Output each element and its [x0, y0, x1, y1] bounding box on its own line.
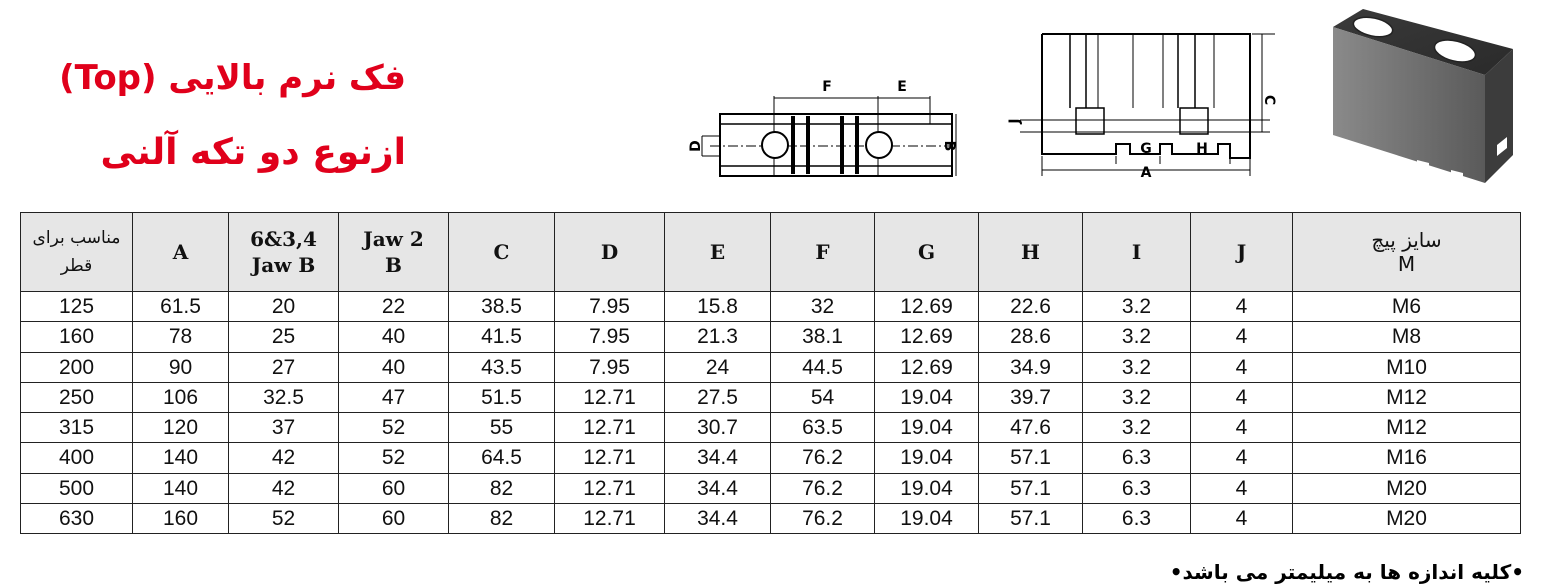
table-body — [21, 292, 1521, 534]
table-cell: M12 — [1293, 413, 1521, 443]
header-h — [979, 213, 1083, 292]
table-row — [21, 413, 1521, 443]
table-cell: 200 — [21, 352, 133, 382]
table-row — [21, 443, 1521, 473]
header-line: 6&3,4 — [250, 227, 317, 251]
header-line: A — [172, 240, 189, 264]
table-cell: 6.3 — [1083, 503, 1191, 533]
table-cell: 4 — [1191, 382, 1293, 412]
table-cell: 32.5 — [229, 382, 339, 412]
table-cell: 7.95 — [555, 352, 665, 382]
table-cell: 140 — [133, 473, 229, 503]
table-cell: 76.2 — [771, 473, 875, 503]
dim-label-f: F — [822, 79, 832, 95]
header-jaw-2-b — [339, 213, 449, 292]
dim-label-e: E — [897, 79, 907, 95]
table-cell: 3.2 — [1083, 292, 1191, 322]
dim-label-d: D — [688, 140, 704, 152]
table-cell: 12.71 — [555, 443, 665, 473]
header-c — [449, 213, 555, 292]
header-line: مناسب برای — [32, 228, 121, 248]
header-jaw-b-6-3-4 — [229, 213, 339, 292]
table-cell: 4 — [1191, 443, 1293, 473]
side-view-outline — [1042, 34, 1250, 158]
header-j — [1191, 213, 1293, 292]
table-cell: 63.5 — [771, 413, 875, 443]
table-cell: 47 — [339, 382, 449, 412]
header-line: I — [1131, 240, 1142, 264]
table-cell: 500 — [21, 473, 133, 503]
table-cell: 52 — [339, 443, 449, 473]
table-cell: 60 — [339, 473, 449, 503]
spec-table — [20, 212, 1521, 534]
table-cell: M16 — [1293, 443, 1521, 473]
table-row — [21, 292, 1521, 322]
table-cell: 6.3 — [1083, 443, 1191, 473]
table-cell: 28.6 — [979, 322, 1083, 352]
table-cell: 12.69 — [875, 292, 979, 322]
table-cell: 3.2 — [1083, 352, 1191, 382]
table-cell: 160 — [133, 503, 229, 533]
dim-label-g: G — [1140, 141, 1152, 157]
table-cell: 12.71 — [555, 382, 665, 412]
table-cell: 3.2 — [1083, 382, 1191, 412]
table-cell: 61.5 — [133, 292, 229, 322]
table-cell: 42 — [229, 443, 339, 473]
header-line: C — [493, 240, 510, 264]
dim-label-b: B — [941, 140, 957, 152]
table-cell: 19.04 — [875, 413, 979, 443]
header-screw-size — [1293, 213, 1521, 292]
bolt-hole-left — [762, 132, 788, 158]
table-cell: 51.5 — [449, 382, 555, 412]
header-f — [771, 213, 875, 292]
header-line: D — [600, 240, 619, 264]
header-line: F — [815, 240, 830, 264]
table-cell: 4 — [1191, 352, 1293, 382]
header-line: J — [1236, 240, 1247, 264]
table-cell: M6 — [1293, 292, 1521, 322]
header-line: B — [385, 253, 402, 277]
table-cell: 4 — [1191, 503, 1293, 533]
table-cell: 21.3 — [665, 322, 771, 352]
table-cell: 4 — [1191, 413, 1293, 443]
table-cell: 400 — [21, 443, 133, 473]
table-cell: 12.71 — [555, 503, 665, 533]
table-cell: 52 — [229, 503, 339, 533]
header-line: H — [1021, 240, 1040, 264]
table-row — [21, 322, 1521, 352]
table-cell: 25 — [229, 322, 339, 352]
table-cell: 160 — [21, 322, 133, 352]
table-cell: 22 — [339, 292, 449, 322]
table-cell: 76.2 — [771, 443, 875, 473]
table-cell: 22.6 — [979, 292, 1083, 322]
table-cell: 4 — [1191, 292, 1293, 322]
title-line-1: فک نرم بالایی (Top) — [59, 58, 406, 98]
header-line: E — [709, 240, 726, 264]
table-cell: 19.04 — [875, 443, 979, 473]
table-cell: 55 — [449, 413, 555, 443]
soft-jaw-photo — [1325, 5, 1525, 190]
table-cell: 39.7 — [979, 382, 1083, 412]
table-cell: 12.71 — [555, 413, 665, 443]
table-cell: 40 — [339, 322, 449, 352]
table-cell: 32 — [771, 292, 875, 322]
table-cell: 27.5 — [665, 382, 771, 412]
header-line: Jaw 2 — [363, 227, 424, 251]
table-cell: M8 — [1293, 322, 1521, 352]
table-row — [21, 503, 1521, 533]
table-cell: 125 — [21, 292, 133, 322]
header-line: قطر — [60, 256, 93, 276]
table-cell: 7.95 — [555, 322, 665, 352]
table-cell: 20 — [229, 292, 339, 322]
table-cell: 250 — [21, 382, 133, 412]
table-cell: 47.6 — [979, 413, 1083, 443]
table-cell: 34.9 — [979, 352, 1083, 382]
table-cell: 82 — [449, 473, 555, 503]
top-view-drawing — [690, 76, 960, 181]
side-view-drawing — [1000, 20, 1280, 180]
table-cell: 27 — [229, 352, 339, 382]
table-cell: 315 — [21, 413, 133, 443]
table-cell: 3.2 — [1083, 413, 1191, 443]
table-cell: M12 — [1293, 382, 1521, 412]
dim-label-j: J — [1007, 118, 1023, 124]
header-diameter — [21, 213, 133, 292]
table-header-row — [21, 213, 1521, 292]
table-row — [21, 382, 1521, 412]
table-cell: 41.5 — [449, 322, 555, 352]
table-cell: M20 — [1293, 503, 1521, 533]
table-cell: 54 — [771, 382, 875, 412]
header-g — [875, 213, 979, 292]
table-cell: 34.4 — [665, 503, 771, 533]
table-cell: 60 — [339, 503, 449, 533]
table-cell: 12.69 — [875, 352, 979, 382]
footnote: •کلیه اندازه ها به میلیمتر می باشد• — [1169, 560, 1524, 584]
table-cell: 4 — [1191, 473, 1293, 503]
dim-label-h: H — [1196, 141, 1208, 157]
table-cell: 52 — [339, 413, 449, 443]
header-e — [665, 213, 771, 292]
dim-label-a: A — [1140, 165, 1152, 181]
table-cell: 7.95 — [555, 292, 665, 322]
table-cell: 106 — [133, 382, 229, 412]
table-cell: M20 — [1293, 473, 1521, 503]
table-cell: 42 — [229, 473, 339, 503]
table-cell: M10 — [1293, 352, 1521, 382]
header-line: G — [917, 240, 936, 264]
header-i — [1083, 213, 1191, 292]
header-line: Jaw B — [251, 253, 316, 277]
table-cell: 15.8 — [665, 292, 771, 322]
table-cell: 6.3 — [1083, 473, 1191, 503]
header-a — [133, 213, 229, 292]
title-line-2: ازنوع دو تکه آلنی — [100, 132, 406, 173]
header-d — [555, 213, 665, 292]
table-cell: 38.5 — [449, 292, 555, 322]
header-line: M — [1397, 252, 1416, 276]
table-cell: 78 — [133, 322, 229, 352]
table-cell: 630 — [21, 503, 133, 533]
table-cell: 64.5 — [449, 443, 555, 473]
table-cell: 40 — [339, 352, 449, 382]
table-cell: 30.7 — [665, 413, 771, 443]
table-cell: 19.04 — [875, 382, 979, 412]
table-cell: 57.1 — [979, 443, 1083, 473]
table-cell: 120 — [133, 413, 229, 443]
table-cell: 57.1 — [979, 503, 1083, 533]
table-cell: 43.5 — [449, 352, 555, 382]
table-cell: 4 — [1191, 322, 1293, 352]
table-cell: 3.2 — [1083, 322, 1191, 352]
table-cell: 140 — [133, 443, 229, 473]
table-cell: 19.04 — [875, 503, 979, 533]
bolt-hole-right — [866, 132, 892, 158]
table-cell: 76.2 — [771, 503, 875, 533]
table-cell: 19.04 — [875, 473, 979, 503]
table-cell: 37 — [229, 413, 339, 443]
table-cell: 34.4 — [665, 443, 771, 473]
table-cell: 34.4 — [665, 473, 771, 503]
table-cell: 57.1 — [979, 473, 1083, 503]
table-cell: 38.1 — [771, 322, 875, 352]
table-cell: 44.5 — [771, 352, 875, 382]
table-row — [21, 473, 1521, 503]
table-cell: 12.69 — [875, 322, 979, 352]
table-cell: 24 — [665, 352, 771, 382]
table-cell: 90 — [133, 352, 229, 382]
dim-label-c: C — [1261, 94, 1277, 106]
table-cell: 82 — [449, 503, 555, 533]
table-cell: 12.71 — [555, 473, 665, 503]
header-line: سایز پیچ — [1371, 228, 1442, 252]
table-row — [21, 352, 1521, 382]
